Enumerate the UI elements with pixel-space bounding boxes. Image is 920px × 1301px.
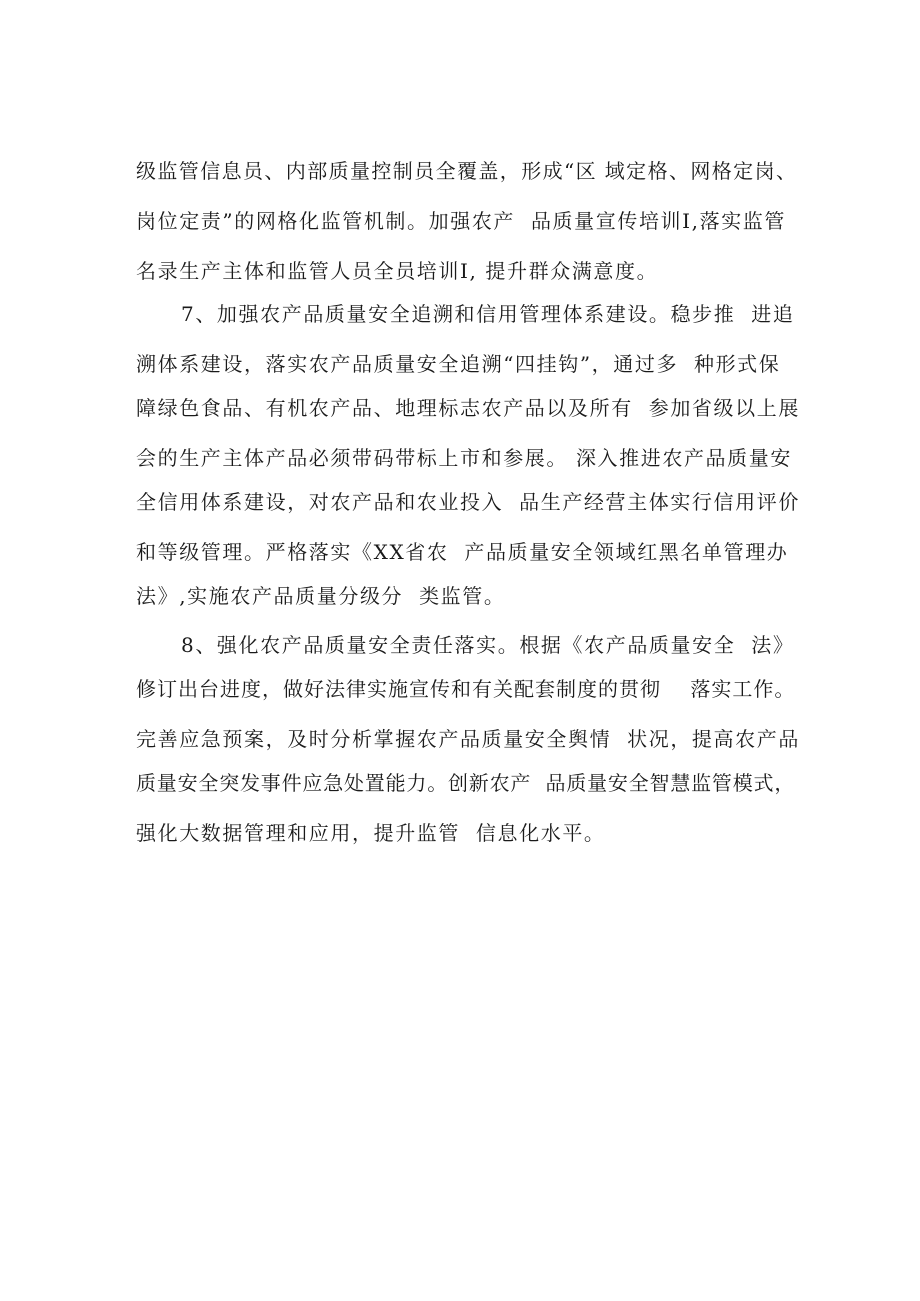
text-line-14: 质量安全突发事件应急处置能力。创新农产 品质量安全智慧监管模式， (136, 771, 796, 795)
text-line-13: 完善应急预案，及时分析掌握农产品质量安全舆情 状况，提高农产品 (136, 727, 800, 751)
text-line-10: 法》,实施农产品质量分级分 类监管。 (136, 584, 506, 608)
text-line-4: 7、加强农产品质量安全追溯和信用管理体系建设。稳步推 进追 (181, 302, 795, 326)
text-line-9: 和等级管理。严格落实《XX省农 产品质量安全领域红黑名单管理办 (136, 540, 789, 564)
text-line-5: 溯体系建设，落实农产品质量安全追溯“四挂钩”，通过多 种形式保 (136, 352, 781, 376)
text-line-2: 岗位定责”的网格化监管机制。加强农产 品质量宣传培训I,落实监管 (136, 209, 786, 233)
text-line-12: 修订出台进度，做好法律实施宣传和有关配套制度的贯彻 落实工作。 (136, 677, 796, 701)
text-line-15: 强化大数据管理和应用，提升监管 信息化水平。 (136, 821, 606, 845)
text-line-8: 全信用体系建设，对农产品和农业投入 品生产经营主体实行信用评价 (136, 490, 800, 514)
text-line-11: 8、强化农产品质量安全责任落实。根据《农产品质量安全 法》 (181, 633, 795, 657)
text-line-6: 障绿色食品、有机农产品、地理标志农产品以及所有 参加省级以上展 (136, 396, 800, 420)
text-line-3: 名录生产主体和监管人员全员培训I, 提升群众满意度。 (136, 259, 659, 283)
text-line-7: 会的生产主体产品必须带码带标上市和参展。 深入推进农产品质量安 (136, 446, 792, 470)
text-line-1: 级监管信息员、内部质量控制员全覆盖，形成“区 域定格、网格定岗、 (136, 159, 798, 183)
